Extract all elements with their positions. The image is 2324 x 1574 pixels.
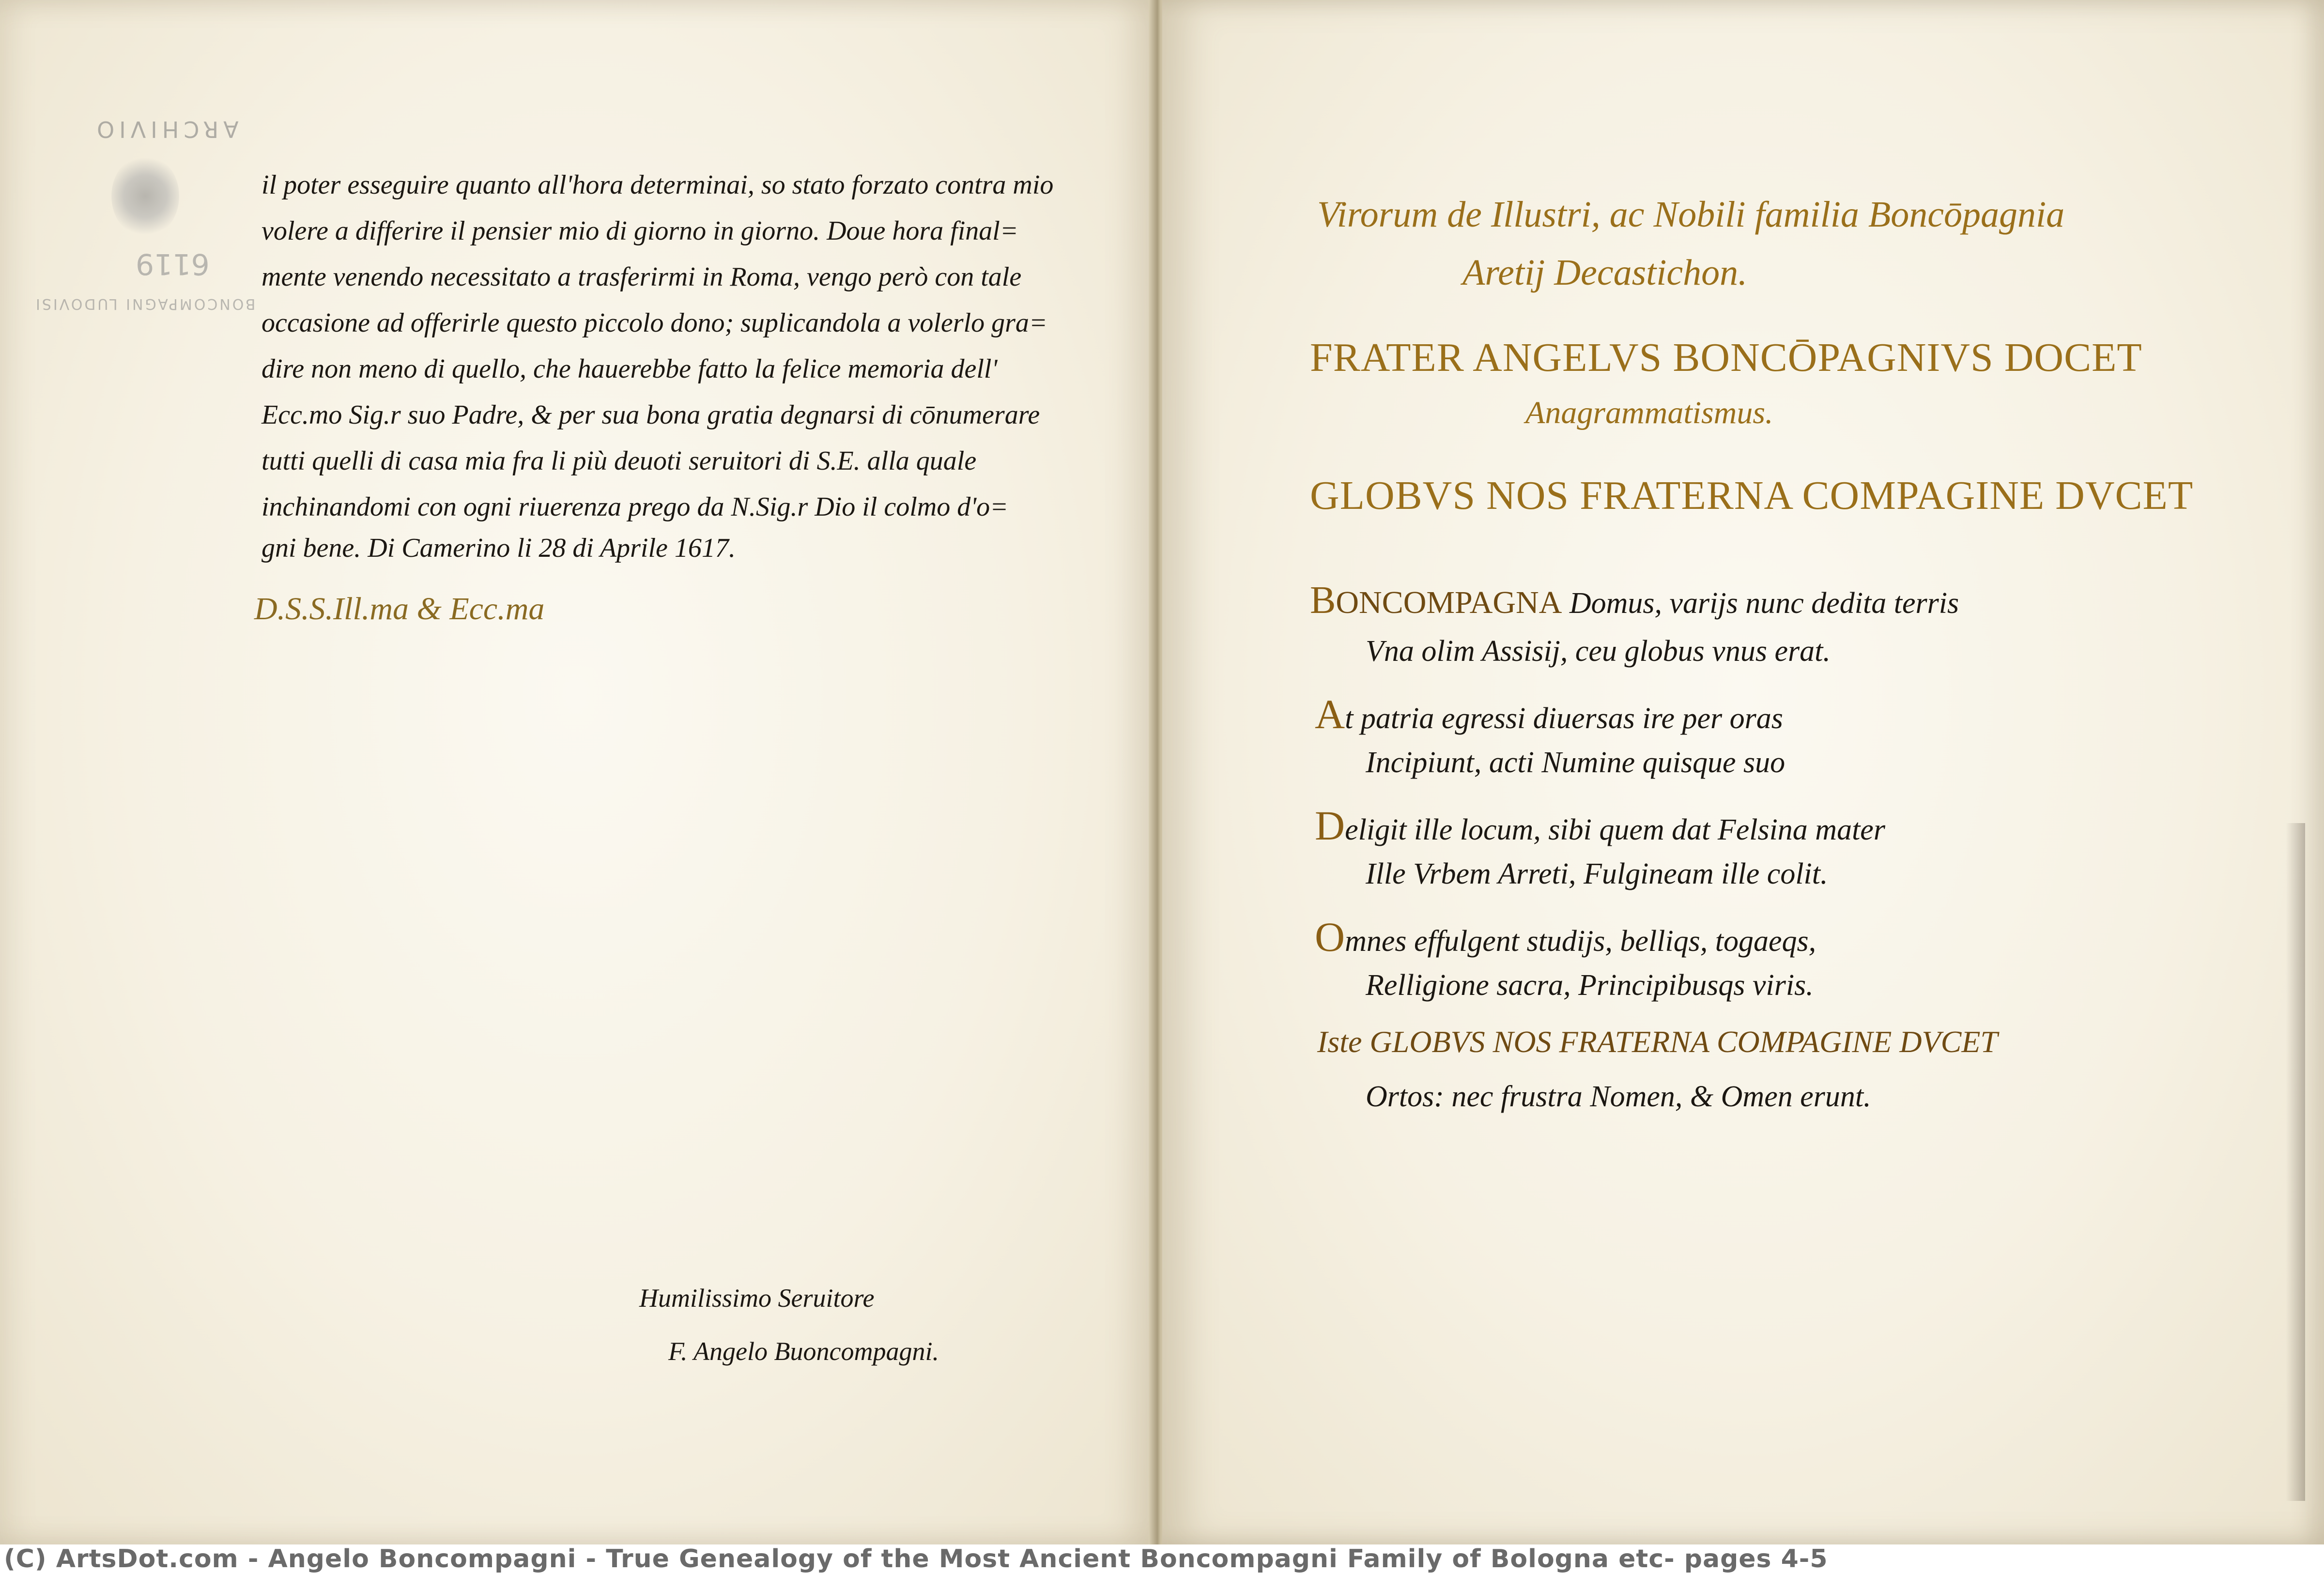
verse-initial: D (1315, 802, 1345, 849)
seal-icon (111, 155, 179, 237)
verse-text: Vna olim Assisij, ceu globus vnus erat. (1366, 635, 1831, 668)
stamp-number: 6119 (136, 247, 210, 281)
verse-text: Domus, varijs nunc dedita terris (1562, 587, 1959, 620)
heading-line-1: Virorum de Illustri, ac Nobili familia Boncōpagnia (1317, 194, 2065, 235)
letter-line: mente venendo necessitato a trasferirmi in Roma, vengo però con tale (262, 262, 1022, 292)
verse-text: Incipiunt, acti Numine quisque suo (1366, 746, 1785, 779)
verse-text: eligit ille locum, sibi quem dat Felsina mater (1345, 813, 1885, 846)
letter-line: occasione ad offerirle questo piccolo dono; suplicandola a volerlo gra= (262, 308, 1047, 338)
left-page (0, 0, 1153, 1544)
letter-line: gni bene. Di Camerino li 28 di Aprile 1617. (262, 533, 736, 563)
verse-text: Ortos: nec frustra Nomen, & Omen erunt. (1366, 1080, 1871, 1113)
letter-line: dire non meno di quello, che hauerebbe fatto la felice memoria dell' (262, 354, 998, 384)
verse-line (1315, 801, 1885, 850)
verse-initial: O (1315, 914, 1345, 960)
anagram-caps: GLOBVS NOS FRATERNA COMPAGINE DVCET (1310, 473, 2194, 518)
letter-line: il poter esseguire quanto all'hora determinai, so stato forzato contra mio (262, 170, 1054, 200)
verse-text: t patria egressi diuersas ire per oras (1345, 702, 1783, 735)
watermark-caption: (C) ArtsDot.com - Angelo Boncompagni - True Genealogy of the Most Ancient Boncompagni Family of Bologna etc- pages 4-5 (4, 1544, 1828, 1574)
verse-line (1317, 1024, 1998, 1060)
verse-line (1366, 746, 1785, 780)
verse-text: Iste GLOBVS NOS FRATERNA COMPAGINE DVCET (1317, 1024, 1998, 1059)
letter-line: volere a differire il pensier mio di giorno in giorno. Doue hora final= (262, 216, 1018, 246)
verse-initial: A (1315, 691, 1345, 737)
page-edge-shadow (2286, 823, 2305, 1501)
right-page (1162, 0, 2324, 1544)
anagram-label: Anagrammatismus. (1525, 395, 1773, 430)
name-caps: FRATER ANGELVS BONCŌPAGNIVS DOCET (1310, 335, 2142, 380)
heading-line-2: Aretij Decastichon. (1462, 252, 1748, 293)
letter-line: tutti quelli di casa mia fra li più deuoti seruitori di S.E. alla quale (262, 446, 977, 476)
verse-line (1366, 857, 1828, 891)
verse-line (1315, 690, 1783, 738)
verse-line (1315, 913, 1816, 961)
stamp-top-text: ARCHIVIO (92, 116, 239, 142)
letter-line: inchinandomi con ogni riuerenza prego da N.Sig.r Dio il colmo d'o= (262, 492, 1008, 522)
verse-text: mnes effulgent studijs, belliqs, togaeqs, (1345, 925, 1816, 958)
verse-caps: ONCOMPAGNA (1336, 585, 1562, 620)
verse-text: Relligione sacra, Principibusqs viris. (1366, 969, 1814, 1002)
archive-stamp (34, 102, 256, 329)
verse-line (1366, 634, 1831, 669)
stamp-bottom-text: BONCOMPAGNI LUDOVISI (34, 295, 256, 312)
verse-line (1366, 968, 1814, 1003)
verse-line (1366, 1080, 1871, 1114)
letter-line: Ecc.mo Sig.r suo Padre, & per sua bona gratia degnarsi di cōnumerare (262, 400, 1040, 430)
verse-initial: B (1310, 579, 1336, 622)
signature-title: Humilissimo Seruitore (639, 1284, 875, 1313)
closing-salutation: D.S.S.Ill.ma & Ecc.ma (254, 591, 545, 627)
verse-text: Ille Vrbem Arreti, Fulgineam ille colit. (1366, 857, 1828, 890)
signature-name: F. Angelo Buoncompagni. (668, 1337, 939, 1366)
verse-line (1310, 579, 1959, 623)
